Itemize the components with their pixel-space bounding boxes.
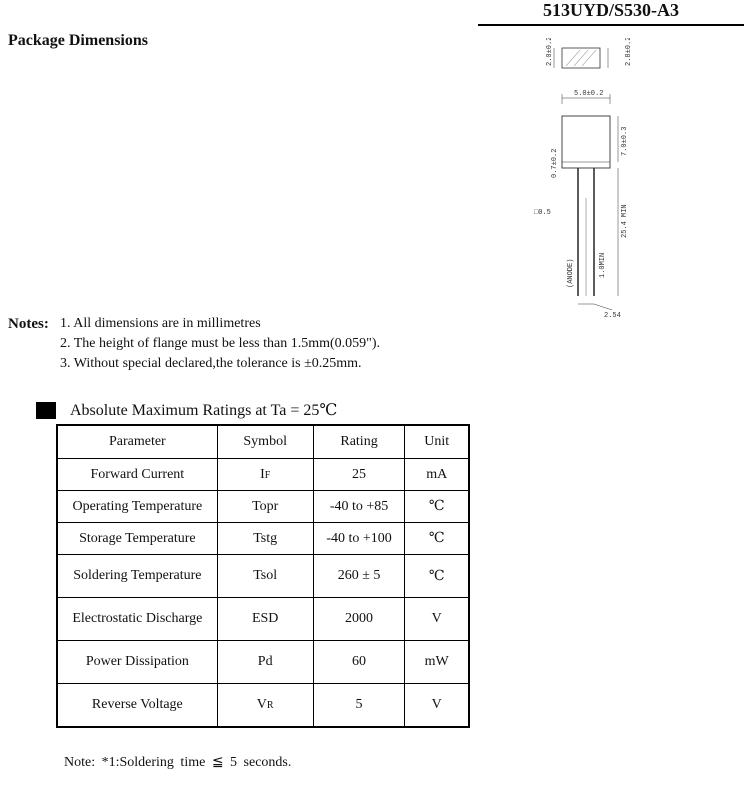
cell-unit: mA xyxy=(405,459,469,491)
black-square-icon xyxy=(36,402,56,419)
cell-unit: ℃ xyxy=(405,491,469,523)
dim-lead-square: □0.5 xyxy=(534,209,551,217)
table-row xyxy=(57,684,469,727)
cell-unit: mW xyxy=(405,641,469,684)
cell-rating: 5 xyxy=(313,684,405,727)
cell-unit: ℃ xyxy=(405,555,469,598)
dim-flange: 0.7±0.2 xyxy=(551,148,559,178)
cell-unit: V xyxy=(405,684,469,727)
dim-body-height: 7.0±0.3 xyxy=(621,126,629,156)
notes-label: Notes: xyxy=(8,316,49,332)
table-row xyxy=(57,598,469,641)
cell-rating: 2000 xyxy=(313,598,405,641)
table-row xyxy=(57,641,469,684)
note-1: 1. All dimensions are in millimetres xyxy=(60,316,261,331)
dim-min-spacing: 1.0MIN xyxy=(599,252,607,278)
part-number: 513UYD/S530-A3 xyxy=(478,0,744,26)
notes-section xyxy=(8,314,381,371)
cell-rating: 60 xyxy=(313,641,405,684)
led-body xyxy=(562,116,610,168)
cell-parameter: Reverse Voltage xyxy=(57,684,217,727)
cell-unit: V xyxy=(405,598,469,641)
col-header-unit: Unit xyxy=(405,425,469,459)
cell-symbol: Topr xyxy=(217,491,313,523)
package-drawing xyxy=(532,38,648,328)
symbol-sub: R xyxy=(266,699,274,711)
cell-symbol: Pd xyxy=(217,641,313,684)
dim-width: 5.0±0.2 xyxy=(574,90,604,98)
ratings-heading xyxy=(36,400,337,420)
cell-parameter: Power Dissipation xyxy=(57,641,217,684)
symbol-main: V xyxy=(256,696,267,712)
table-row xyxy=(57,459,469,491)
col-header-parameter: Parameter xyxy=(57,425,217,459)
symbol-sub: F xyxy=(264,469,271,481)
dim-top-right: 2.8±0.2 xyxy=(625,38,633,66)
ratings-title: Absolute Maximum Ratings at Ta = 25℃ xyxy=(70,402,338,419)
table-row xyxy=(57,523,469,555)
dim-lead-length: 25.4 MIN xyxy=(621,204,629,238)
dim-pitch: 2.54 xyxy=(604,312,621,320)
cell-rating: 25 xyxy=(313,459,405,491)
table-row xyxy=(57,491,469,523)
cell-parameter: Operating Temperature xyxy=(57,491,217,523)
cell-parameter: Soldering Temperature xyxy=(57,555,217,598)
cell-symbol: Tsol xyxy=(217,555,313,598)
note-3: 3. Without special declared,the tolerance is ±0.25mm. xyxy=(60,356,362,371)
package-dimensions-title: Package Dimensions xyxy=(8,32,148,49)
package-drawing-svg xyxy=(532,38,648,328)
ratings-table xyxy=(56,424,470,728)
col-header-rating: Rating xyxy=(313,425,405,459)
cell-unit: ℃ xyxy=(405,523,469,555)
note-2: 2. The height of flange must be less than 1.5mm(0.059"). xyxy=(60,336,381,351)
cell-parameter: Forward Current xyxy=(57,459,217,491)
col-header-symbol: Symbol xyxy=(217,425,313,459)
table-row xyxy=(57,555,469,598)
footnote: Note: *1:Soldering time ≦ 5 seconds. xyxy=(64,755,292,770)
cell-symbol xyxy=(217,459,313,491)
dim-top-left: 2.0±0.2 xyxy=(546,38,554,66)
cell-rating: 260 ± 5 xyxy=(313,555,405,598)
cell-rating: -40 to +85 xyxy=(313,491,405,523)
table-header-row xyxy=(57,425,469,459)
label-anode: (ANODE) xyxy=(567,258,575,288)
cell-symbol xyxy=(217,684,313,727)
cell-rating: -40 to +100 xyxy=(313,523,405,555)
cell-symbol: ESD xyxy=(217,598,313,641)
cell-symbol: Tstg xyxy=(217,523,313,555)
symbol-main: I xyxy=(260,466,265,482)
cell-parameter: Electrostatic Discharge xyxy=(57,598,217,641)
cell-parameter: Storage Temperature xyxy=(57,523,217,555)
